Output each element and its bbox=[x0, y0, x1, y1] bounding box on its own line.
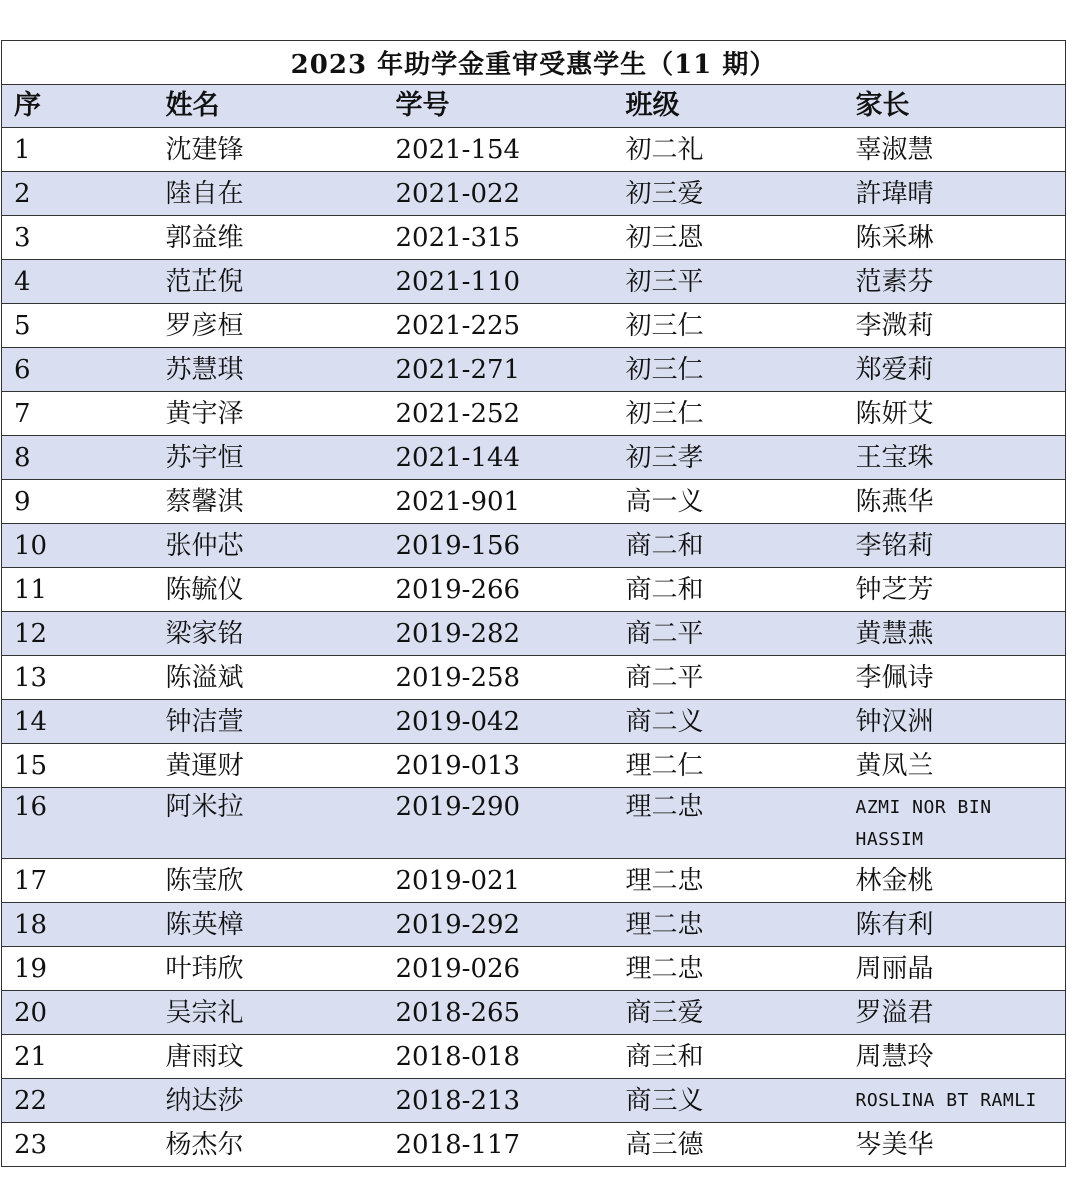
student-name: 罗彦桓 bbox=[165, 310, 244, 341]
student-id: 2021-110 bbox=[395, 266, 521, 297]
class-name: 理二忠 bbox=[625, 909, 704, 940]
student-name: 纳达莎 bbox=[165, 1085, 244, 1116]
parent-name: 陈采琳 bbox=[855, 222, 934, 253]
class-name: 商三爱 bbox=[625, 997, 704, 1028]
table-row bbox=[2, 788, 1066, 859]
student-name: 张仲芯 bbox=[165, 530, 244, 561]
parent-name: 陈妍艾 bbox=[855, 398, 934, 429]
class-name: 高三德 bbox=[625, 1129, 704, 1160]
row-number: 12 bbox=[14, 618, 48, 649]
table-row bbox=[2, 991, 1066, 1035]
parent-name: 岑美华 bbox=[855, 1129, 934, 1160]
parent-name: 林金桃 bbox=[855, 865, 934, 896]
table-row bbox=[2, 260, 1066, 304]
student-id: 2021-144 bbox=[395, 442, 521, 473]
parent-name: 罗溢君 bbox=[855, 997, 934, 1028]
recipients-table bbox=[1, 40, 1066, 1167]
row-number: 3 bbox=[14, 222, 31, 253]
row-number: 4 bbox=[14, 266, 31, 297]
student-id: 2018-117 bbox=[395, 1129, 521, 1160]
row-number: 13 bbox=[14, 662, 48, 693]
table-row bbox=[2, 348, 1066, 392]
student-name: 陈毓仪 bbox=[165, 574, 244, 605]
parent-name: 許瑋晴 bbox=[855, 178, 934, 209]
row-number: 9 bbox=[14, 486, 31, 517]
class-name: 初三恩 bbox=[625, 222, 704, 253]
student-id: 2021-315 bbox=[395, 222, 521, 253]
student-id: 2018-213 bbox=[395, 1085, 521, 1116]
row-number: 17 bbox=[14, 865, 48, 896]
row-number: 22 bbox=[14, 1085, 48, 1116]
table-title: 2023 年助学金重审受惠学生（11 期） bbox=[2, 41, 1066, 85]
class-name: 理二忠 bbox=[625, 865, 704, 896]
student-name: 吴宗礼 bbox=[165, 997, 244, 1028]
student-id: 2019-013 bbox=[395, 750, 521, 781]
student-name: 阿米拉 bbox=[165, 792, 244, 822]
class-name: 商二和 bbox=[625, 530, 704, 561]
table-row bbox=[2, 859, 1066, 903]
class-name: 初三仁 bbox=[625, 398, 704, 429]
student-id: 2019-021 bbox=[395, 865, 521, 896]
table-row bbox=[2, 392, 1066, 436]
parent-name: 郑爱莉 bbox=[855, 354, 934, 385]
table-row bbox=[2, 128, 1066, 172]
class-name: 商二义 bbox=[625, 706, 704, 737]
header-class: 班级 bbox=[625, 90, 680, 121]
student-id: 2021-271 bbox=[395, 354, 521, 385]
row-number: 8 bbox=[14, 442, 31, 473]
parent-name: 李溦莉 bbox=[855, 310, 934, 341]
row-number: 14 bbox=[14, 706, 48, 737]
table-row bbox=[2, 524, 1066, 568]
student-id: 2019-292 bbox=[395, 909, 521, 940]
table-row bbox=[2, 744, 1066, 788]
table-row bbox=[2, 1035, 1066, 1079]
parent-name: 周慧玲 bbox=[855, 1041, 934, 1072]
table-row bbox=[2, 480, 1066, 524]
row-number: 11 bbox=[14, 574, 48, 605]
recipients-table-container bbox=[1, 40, 1065, 1167]
row-number: 2 bbox=[14, 178, 31, 209]
student-name: 陸自在 bbox=[165, 178, 244, 209]
header-row bbox=[2, 85, 1066, 128]
parent-name: 辜淑慧 bbox=[855, 134, 934, 165]
class-name: 初三孝 bbox=[625, 442, 704, 473]
class-name: 商二和 bbox=[625, 574, 704, 605]
class-name: 商二平 bbox=[625, 618, 704, 649]
student-name: 黄宇泽 bbox=[165, 398, 244, 429]
parent-name: 黄凤兰 bbox=[855, 750, 934, 781]
class-name: 理二忠 bbox=[625, 953, 704, 984]
header-student-id: 学号 bbox=[395, 90, 450, 121]
student-id: 2019-282 bbox=[395, 618, 521, 649]
student-id: 2019-042 bbox=[395, 706, 521, 737]
parent-name: 陈有利 bbox=[855, 909, 934, 940]
table-row bbox=[2, 656, 1066, 700]
student-name: 杨杰尔 bbox=[165, 1129, 244, 1160]
table-row bbox=[2, 1123, 1066, 1167]
student-name: 苏宇恒 bbox=[165, 442, 244, 473]
row-number: 5 bbox=[14, 310, 31, 341]
student-name: 陈莹欣 bbox=[165, 865, 244, 896]
parent-name: 钟芝芳 bbox=[855, 574, 934, 605]
parent-name: 李铭莉 bbox=[855, 530, 934, 561]
parent-name: AZMI NOR BIN HASSIM bbox=[855, 797, 992, 850]
table-row bbox=[2, 947, 1066, 991]
student-id: 2019-290 bbox=[395, 792, 521, 822]
table-row bbox=[2, 172, 1066, 216]
student-id: 2019-266 bbox=[395, 574, 521, 605]
class-name: 初二礼 bbox=[625, 134, 704, 165]
table-row bbox=[2, 568, 1066, 612]
row-number: 10 bbox=[14, 530, 48, 561]
student-id: 2018-265 bbox=[395, 997, 521, 1028]
row-number: 20 bbox=[14, 997, 48, 1028]
student-name: 叶玮欣 bbox=[165, 953, 244, 984]
row-number: 16 bbox=[14, 792, 48, 822]
student-name: 郭益维 bbox=[165, 222, 244, 253]
row-number: 23 bbox=[14, 1129, 48, 1160]
student-id: 2019-026 bbox=[395, 953, 521, 984]
student-id: 2021-225 bbox=[395, 310, 521, 341]
table-row bbox=[2, 700, 1066, 744]
class-name: 商三义 bbox=[625, 1085, 704, 1116]
class-name: 理二仁 bbox=[625, 750, 704, 781]
class-name: 初三爱 bbox=[625, 178, 704, 209]
student-id: 2021-901 bbox=[395, 486, 521, 517]
table-row bbox=[2, 436, 1066, 480]
row-number: 19 bbox=[14, 953, 48, 984]
class-name: 商二平 bbox=[625, 662, 704, 693]
student-name: 沈建锋 bbox=[165, 134, 244, 165]
parent-name: 李佩诗 bbox=[855, 662, 934, 693]
student-id: 2019-156 bbox=[395, 530, 521, 561]
table-row bbox=[2, 1079, 1066, 1123]
student-name: 陈溢斌 bbox=[165, 662, 244, 693]
row-number: 1 bbox=[14, 134, 31, 165]
class-name: 初三仁 bbox=[625, 310, 704, 341]
parent-name: 钟汉洲 bbox=[855, 706, 934, 737]
student-name: 陈英樟 bbox=[165, 909, 244, 940]
student-id: 2018-018 bbox=[395, 1041, 521, 1072]
header-parent: 家长 bbox=[855, 90, 910, 121]
row-number: 15 bbox=[14, 750, 48, 781]
student-name: 范芷倪 bbox=[165, 266, 244, 297]
table-row bbox=[2, 304, 1066, 348]
student-id: 2019-258 bbox=[395, 662, 521, 693]
class-name: 理二忠 bbox=[625, 792, 704, 822]
class-name: 初三仁 bbox=[625, 354, 704, 385]
header-name: 姓名 bbox=[165, 90, 220, 121]
student-id: 2021-252 bbox=[395, 398, 521, 429]
parent-name: 王宝珠 bbox=[855, 442, 934, 473]
row-number: 18 bbox=[14, 909, 48, 940]
student-name: 钟洁萱 bbox=[165, 706, 244, 737]
student-name: 黄運财 bbox=[165, 750, 244, 781]
class-name: 高一义 bbox=[625, 486, 704, 517]
table-row bbox=[2, 612, 1066, 656]
table-row bbox=[2, 216, 1066, 260]
parent-name: ROSLINA BT RAMLI bbox=[855, 1089, 1037, 1111]
parent-name: 周丽晶 bbox=[855, 953, 934, 984]
student-name: 苏慧琪 bbox=[165, 354, 244, 385]
row-number: 6 bbox=[14, 354, 31, 385]
row-number: 21 bbox=[14, 1041, 48, 1072]
student-name: 蔡馨淇 bbox=[165, 486, 244, 517]
parent-name: 范素芬 bbox=[855, 266, 934, 297]
student-name: 梁家铭 bbox=[165, 618, 244, 649]
student-id: 2021-022 bbox=[395, 178, 521, 209]
parent-name: 黄慧燕 bbox=[855, 618, 934, 649]
table-row bbox=[2, 903, 1066, 947]
student-id: 2021-154 bbox=[395, 134, 521, 165]
class-name: 商三和 bbox=[625, 1041, 704, 1072]
student-name: 唐雨玟 bbox=[165, 1041, 244, 1072]
class-name: 初三平 bbox=[625, 266, 704, 297]
parent-name: 陈燕华 bbox=[855, 486, 934, 517]
header-no: 序 bbox=[14, 90, 41, 121]
row-number: 7 bbox=[14, 398, 31, 429]
